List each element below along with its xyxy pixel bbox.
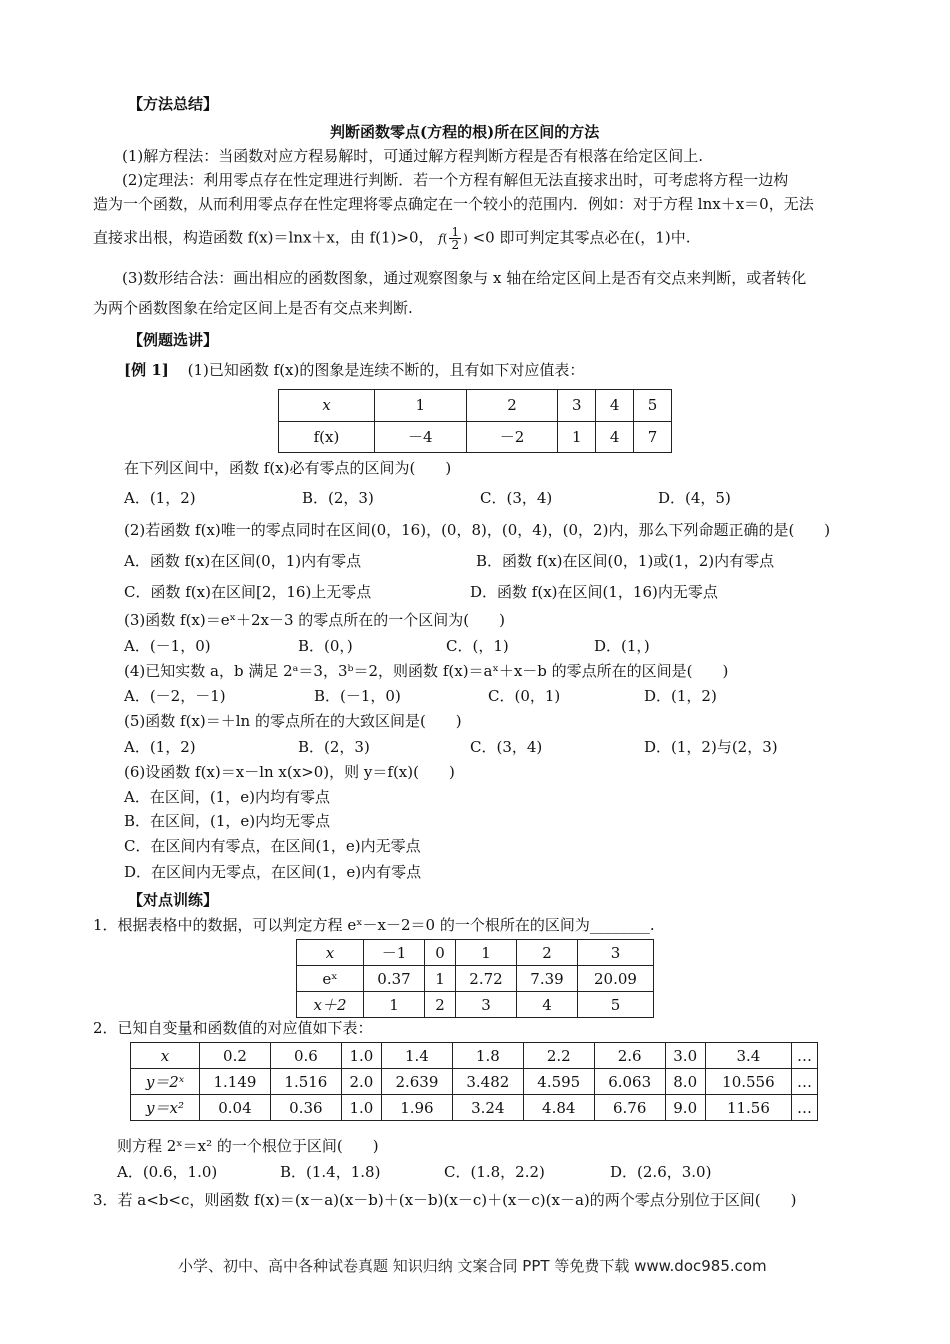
q6-option-c: C．在区间内有零点，在区间(1，e)内无零点 <box>124 837 421 855</box>
q6-option-d: D．在区间内无零点，在区间(1，e)内有零点 <box>124 863 422 881</box>
q3-option-c: C．(，1) <box>446 637 509 655</box>
table-cell: 0.04 <box>200 1095 271 1121</box>
example-1-label: [例 1] <box>124 361 169 379</box>
q2-option-b: B．函数 f(x)在区间(0，1)或(1，2)内有零点 <box>476 552 775 570</box>
q4-option-c: C．(0，1) <box>488 687 561 705</box>
example-1-question-1: (1)已知函数 f(x)的图象是连续不断的，且有如下对应值表： <box>187 361 585 379</box>
table-cell: 3 <box>578 940 654 966</box>
table-cell: －2 <box>466 421 558 453</box>
footer-text: 小学、初中、高中各种试卷真题 知识归纳 文案合同 PPT 等免费下载 www.doc985.com <box>178 1257 767 1275</box>
t2-text: 2．已知自变量和函数值的对应值如下表： <box>93 1019 373 1037</box>
table-cell: 1.149 <box>200 1069 271 1095</box>
section-heading-training: 【对点训练】 <box>128 891 219 909</box>
table-cell: 1.516 <box>270 1069 341 1095</box>
q4-option-b: B．(－1，0) <box>314 687 401 705</box>
summary-p2-line1: (2)定理法：利用零点存在性定理进行判断．若一个方程有解但无法直接求出时，可考虑将方程一边构 <box>122 171 789 189</box>
q3-option-d: D．(1，) <box>594 637 650 655</box>
table-cell: 4 <box>596 421 634 453</box>
q2-option-d: D．函数 f(x)在区间(1，16)内无零点 <box>470 583 718 601</box>
table-cell: 3.0 <box>665 1043 705 1069</box>
summary-p2-line2: 造为一个函数，从而利用零点存在性定理将零点确定在一个较小的范围内．例如：对于方程 lnx＋x＝0，无法 <box>93 195 814 213</box>
table-cell: 7.39 <box>517 966 578 992</box>
table-cell: 0 <box>425 940 456 966</box>
summary-p2-line3: 直接求出根，构造函数 f(x)＝lnx＋x，由 f(1)>0， f( $\frac{1}{2}$ ) <0 即可判定其零点必在(，1)中. <box>93 225 691 252</box>
q2-text: (2)若函数 f(x)唯一的零点同时在区间(0，16)，(0，8)，(0，4)，(0，2)内，那么下列命题正确的是( ) <box>124 521 831 539</box>
value-table-1 <box>278 389 672 453</box>
q3-text: (3)函数 f(x)＝eˣ＋2x－3 的零点所在的一个区间为( ) <box>124 611 505 629</box>
q1-option-a: A．(1，2) <box>124 489 196 507</box>
t2-option-d: D．(2.6，3.0) <box>610 1163 712 1181</box>
q6-option-b: B．在区间，(1，e)内均无零点 <box>124 812 331 830</box>
table-cell: －1 <box>364 940 425 966</box>
q1-option-d: D．(4，5) <box>658 489 731 507</box>
summary-p2-line3b: <0 即可判定其零点必在(，1)中. <box>472 228 691 247</box>
table-cell: 2.72 <box>456 966 517 992</box>
table-cell: 7 <box>634 421 672 453</box>
section-heading-examples: 【例题选讲】 <box>128 331 219 349</box>
table-cell: x <box>279 390 375 422</box>
table-cell: 2.2 <box>523 1043 594 1069</box>
table-cell: 0.37 <box>364 966 425 992</box>
table-cell: 6.063 <box>594 1069 665 1095</box>
summary-title: 判断函数零点(方程的根)所在区间的方法 <box>330 123 600 141</box>
summary-p3-line2: 为两个函数图象在给定区间上是否有交点来判断. <box>93 299 413 317</box>
table-cell: 1.0 <box>341 1095 381 1121</box>
table-cell: 1.4 <box>381 1043 452 1069</box>
table-cell: 2.0 <box>341 1069 381 1095</box>
table-cell: 2 <box>425 992 456 1018</box>
table-cell: y＝2ˣ <box>131 1069 200 1095</box>
table-cell: 0.2 <box>200 1043 271 1069</box>
table-cell: x <box>297 940 364 966</box>
table-cell: －4 <box>374 421 466 453</box>
q2-option-c: C．函数 f(x)在区间[2，16)上无零点 <box>124 583 372 601</box>
t2-option-b: B．(1.4，1.8) <box>280 1163 381 1181</box>
table-cell: 2.6 <box>594 1043 665 1069</box>
table-cell: 5 <box>578 992 654 1018</box>
table-cell: 1 <box>374 390 466 422</box>
q2-option-a: A．函数 f(x)在区间(0，1)内有零点 <box>124 552 362 570</box>
q6-option-a: A．在区间，(1，e)内均有零点 <box>124 788 330 806</box>
table-cell: 1 <box>456 940 517 966</box>
table-cell: 3.4 <box>705 1043 791 1069</box>
table-cell: 1 <box>425 966 456 992</box>
fraction-one-half <box>449 226 461 251</box>
example-1-line <box>124 360 584 380</box>
table-cell: 1 <box>364 992 425 1018</box>
summary-p1: (1)解方程法：当函数对应方程易解时，可通过解方程判断方程是否有根落在给定区间上. <box>122 147 704 165</box>
q3-option-b: B．(0，) <box>298 637 353 655</box>
q5-option-b: B．(2，3) <box>298 738 370 756</box>
table-cell: 9.0 <box>665 1095 705 1121</box>
table-cell: 1 <box>558 421 596 453</box>
frac-num: 1 <box>451 225 460 239</box>
table-cell: 5 <box>634 390 672 422</box>
table-cell: x＋2 <box>297 992 364 1018</box>
table-cell: 6.76 <box>594 1095 665 1121</box>
table-cell: 1.0 <box>341 1043 381 1069</box>
q3-option-a: A．(－1，0) <box>124 637 211 655</box>
table-cell: 20.09 <box>578 966 654 992</box>
q1-text: 在下列区间中，函数 f(x)必有零点的区间为( ) <box>124 459 452 477</box>
table-cell: … <box>792 1043 818 1069</box>
table-cell: 0.6 <box>270 1043 341 1069</box>
table-cell: 1.8 <box>452 1043 523 1069</box>
table-cell: x <box>131 1043 200 1069</box>
table-cell: f(x) <box>279 421 375 453</box>
table-cell: 3.24 <box>452 1095 523 1121</box>
q4-option-d: D．(1，2) <box>644 687 717 705</box>
table-cell: 0.36 <box>270 1095 341 1121</box>
t3-text: 3．若 a<b<c，则函数 f(x)＝(x－a)(x－b)＋(x－b)(x－c)＋(x－c)(x－a)的两个零点分别位于区间( ) <box>93 1191 797 1209</box>
table-cell: y＝x² <box>131 1095 200 1121</box>
q5-option-a: A．(1，2) <box>124 738 196 756</box>
table-cell: 11.56 <box>705 1095 791 1121</box>
t2-option-a: A．(0.6，1.0) <box>117 1163 218 1181</box>
table-cell: 3.482 <box>452 1069 523 1095</box>
table-cell: 3 <box>558 390 596 422</box>
value-table-3 <box>130 1042 818 1121</box>
table-cell: 4.84 <box>523 1095 594 1121</box>
q5-option-d: D．(1，2)与(2，3) <box>644 738 778 756</box>
frac-den: 2 <box>451 238 460 252</box>
table-cell: 1.96 <box>381 1095 452 1121</box>
q4-text: (4)已知实数 a，b 满足 2ᵃ＝3，3ᵇ＝2，则函数 f(x)＝aˣ＋x－b 的零点所在的区间是( ) <box>124 662 729 680</box>
table-cell: 8.0 <box>665 1069 705 1095</box>
value-table-2 <box>296 939 654 1018</box>
frac-function-f: f <box>438 231 443 246</box>
q5-option-c: C．(3，4) <box>470 738 543 756</box>
table-cell: 4.595 <box>523 1069 594 1095</box>
table-cell: 4 <box>517 992 578 1018</box>
t2-question: 则方程 2ˣ＝x² 的一个根位于区间( ) <box>117 1137 379 1155</box>
q5-text: (5)函数 f(x)＝＋ln 的零点所在的大致区间是( ) <box>124 712 462 730</box>
summary-p3-line1: (3)数形结合法：画出相应的函数图象，通过观察图象与 x 轴在给定区间上是否有交点来判断，或者转化 <box>122 269 807 287</box>
table-cell: … <box>792 1095 818 1121</box>
t2-option-c: C．(1.8，2.2) <box>444 1163 545 1181</box>
section-heading-summary: 【方法总结】 <box>128 95 219 113</box>
table-cell: 4 <box>596 390 634 422</box>
q6-text: (6)设函数 f(x)＝x－ln x(x>0)，则 y＝f(x)( ) <box>124 763 455 781</box>
table-cell: 2 <box>466 390 558 422</box>
table-cell: 2.639 <box>381 1069 452 1095</box>
table-cell: 2 <box>517 940 578 966</box>
table-cell: 3 <box>456 992 517 1018</box>
table-cell: 10.556 <box>705 1069 791 1095</box>
table-cell: … <box>792 1069 818 1095</box>
summary-p2-line3a: 直接求出根，构造函数 f(x)＝lnx＋x，由 f(1)>0， <box>93 228 434 247</box>
q1-option-b: B．(2，3) <box>302 489 374 507</box>
table-cell: eˣ <box>297 966 364 992</box>
q1-option-c: C．(3，4) <box>480 489 553 507</box>
t1-text: 1．根据表格中的数据，可以判定方程 eˣ－x－2＝0 的一个根所在的区间为________. <box>93 916 655 934</box>
q4-option-a: A．(－2，－1) <box>124 687 226 705</box>
